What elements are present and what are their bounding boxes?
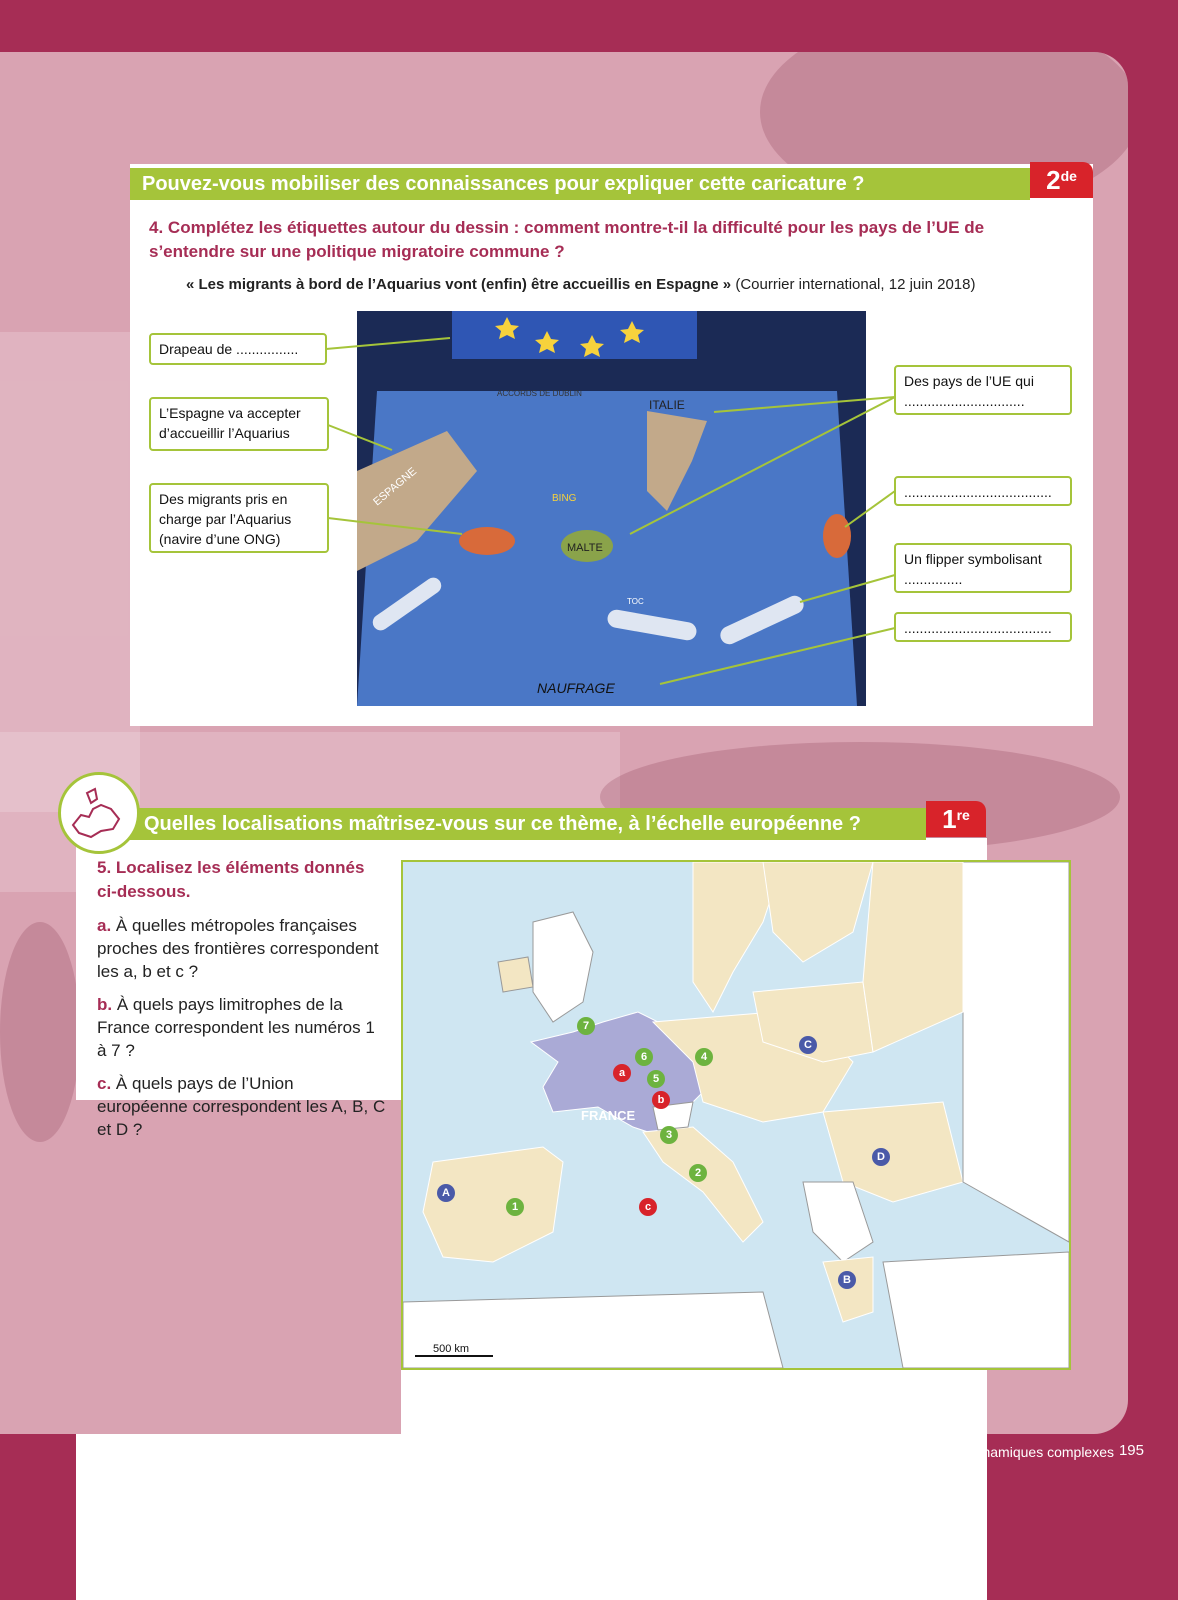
label-blank-2: ...................................... <box>894 612 1072 642</box>
map-marker-5: 5 <box>647 1070 665 1088</box>
label-flag: Drapeau de ................ <box>149 333 327 365</box>
map-marker-C: C <box>799 1036 817 1054</box>
cartoon-word-italy: ITALIE <box>649 398 685 412</box>
question-5: 5. Localisez les éléments donnés ci-dessous. <box>97 858 365 901</box>
cartoon-word-bing: BING <box>552 493 577 504</box>
page-footer <box>0 1438 1178 1478</box>
label-pinball: Un flipper symbolisant ............... <box>894 543 1072 593</box>
cartoon-word-spain: ESPAGNE <box>371 465 420 509</box>
label-migrants: Des migrants pris en charge par l’Aquarius (navire d’une ONG) <box>149 483 329 553</box>
question-4: 4. Complétez les étiquettes autour du dessin : comment montre-t-il la difficulté pour les pays de l’UE de s’entendre sur une politique migratoire commune ? <box>149 218 985 261</box>
map-marker-1: 1 <box>506 1198 524 1216</box>
footer-theme: Thème 3 <box>696 1444 754 1460</box>
footer-subtitle: L’UE dans la mondialisation : des dynamiques complexes <box>757 1444 1114 1460</box>
background-photo-gap <box>76 1100 401 1434</box>
map-marker-D: D <box>872 1148 890 1166</box>
map-scale-label: 500 km <box>433 1343 470 1355</box>
cartoon-quote: « Les migrants à bord de l’Aquarius vont (enfin) être accueillis en Espagne » (Courrier international, 12 juin 2018) <box>186 276 976 293</box>
map-marker-B: B <box>838 1271 856 1289</box>
map-label-france: FRANCE <box>581 1108 636 1123</box>
cartoon-word-naufrage: NAUFRAGE <box>537 680 615 696</box>
map-marker-4: 4 <box>695 1048 713 1066</box>
map-marker-A: A <box>437 1184 455 1202</box>
europe-map <box>401 860 1071 1370</box>
label-spain: L’Espagne va accepter d’accueillir l’Aquarius <box>149 397 329 451</box>
map-marker-2: 2 <box>689 1164 707 1182</box>
cartoon-word-toc: TOC <box>627 597 644 606</box>
map-marker-7: 7 <box>577 1017 595 1035</box>
label-blank-1: ...................................... <box>894 476 1072 506</box>
map-marker-b: b <box>652 1091 670 1109</box>
level-tag-1re: 1re <box>926 801 986 837</box>
section-title-caricature: Pouvez-vous mobiliser des connaissances pour expliquer cette caricature ? <box>130 168 1030 200</box>
section-title-localisation: Quelles localisations maîtrisez-vous sur ce thème, à l’échelle européenne ? <box>100 808 926 840</box>
cartoon-word-dublin: ACCORDS DE DUBLIN <box>497 389 582 398</box>
europe-globe-icon <box>58 772 140 854</box>
sub-question-b: b. À quels pays limitrophes de la France correspondent les numéros 1 à 7 ? <box>97 995 375 1060</box>
map-marker-3: 3 <box>660 1126 678 1144</box>
map-marker-c: c <box>639 1198 657 1216</box>
map-marker-a: a <box>613 1064 631 1082</box>
page-number: 195 <box>1118 1442 1144 1459</box>
map-marker-6: 6 <box>635 1048 653 1066</box>
sub-question-a: a. À quelles métropoles françaises proches des frontières correspondent les a, b et c ? <box>97 916 379 981</box>
label-eu-countries: Des pays de l’UE qui ............................... <box>894 365 1072 415</box>
level-tag-2de: 2de <box>1030 162 1093 198</box>
sub-question-c: c. À quels pays de l’Union européenne correspondent les A, B, C et D ? <box>97 1074 386 1139</box>
cartoon-word-malta: MALTE <box>567 542 603 554</box>
